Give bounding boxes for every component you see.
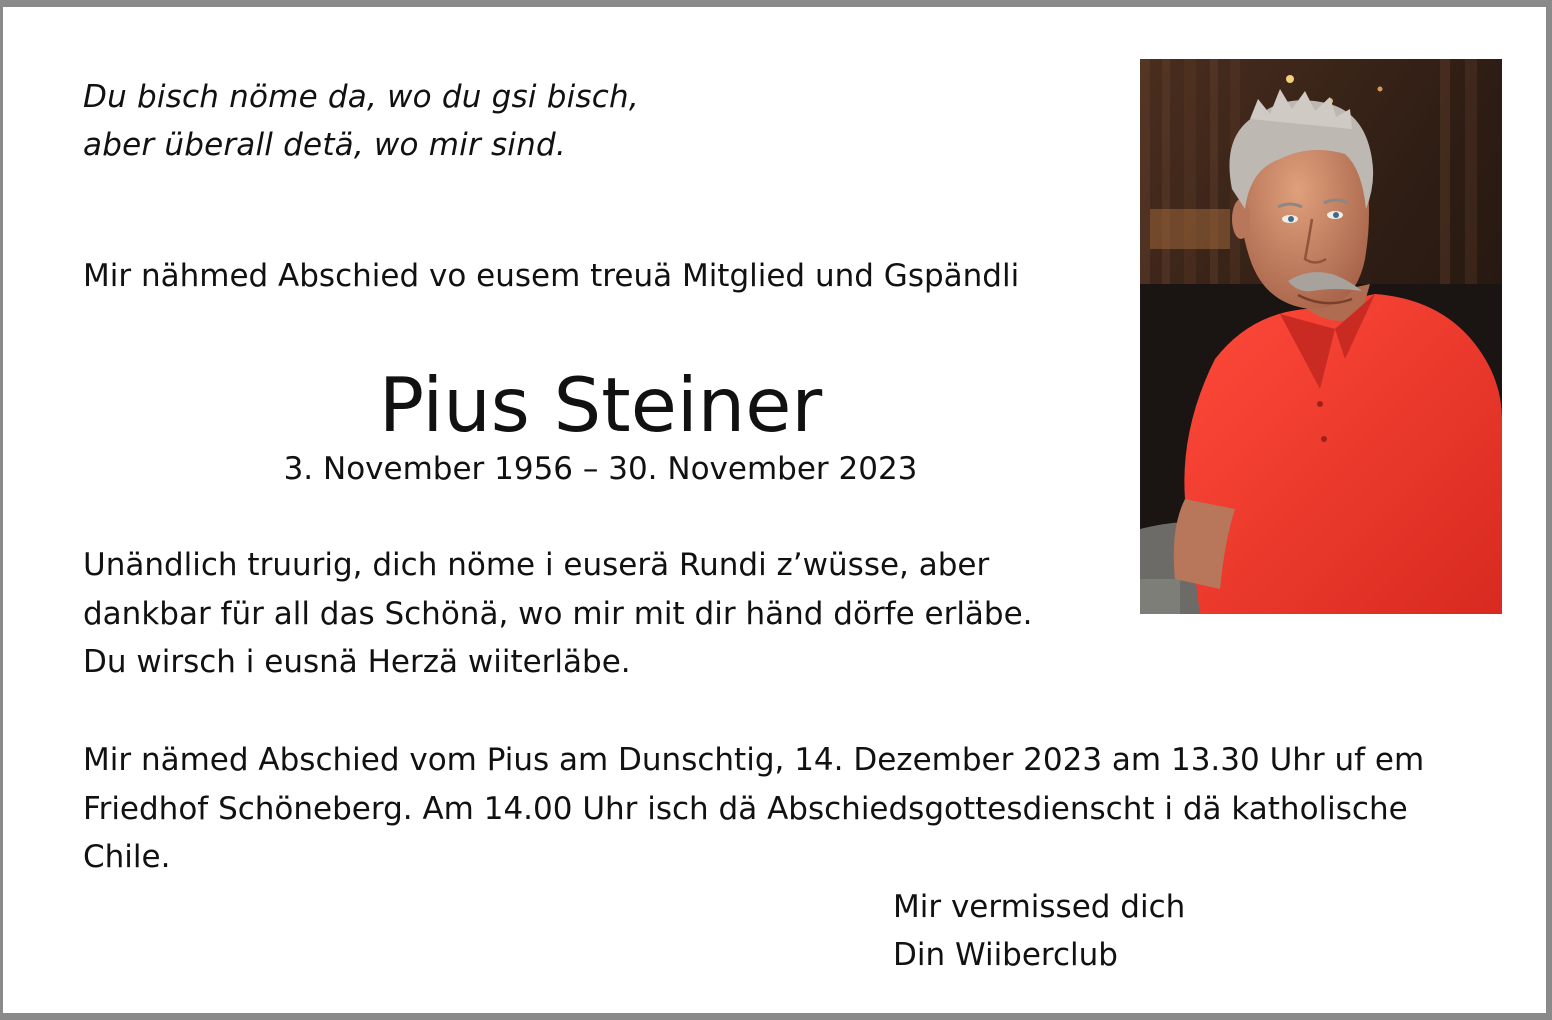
grief-line: Unändlich truurig, dich nöme i euserä Rundi z’wüsse, aber <box>83 547 990 583</box>
signature-club: Din Wiiberclub <box>893 937 1118 973</box>
portrait-illustration <box>1140 59 1502 614</box>
closing-line: Mir vermissed dich <box>893 889 1186 925</box>
deceased-name: Pius Steiner <box>378 361 823 449</box>
grief-line: dankbar für all das Schönä, wo mir mit dir händ dörfe erläbe. <box>83 595 1033 632</box>
motto-line-2: aber überall detä, wo mir sind. <box>83 127 566 163</box>
service-line: Chile. <box>83 839 171 875</box>
service-line: Friedhof Schöneberg. Am 14.00 Uhr isch dä Abschiedsgottesdienscht i dä katholische <box>83 790 1408 827</box>
motto-verse <box>83 73 639 169</box>
grief-paragraph <box>83 541 1033 687</box>
service-paragraph <box>83 736 1424 882</box>
life-dates: 3. November 1956 – 30. November 2023 <box>283 451 918 487</box>
service-line: Mir nämed Abschied vom Pius am Dunschtig, 14. Dezember 2023 am 13.30 Uhr uf em <box>83 742 1425 778</box>
portrait-photo <box>1140 59 1502 614</box>
grief-line: Du wirsch i eusnä Herzä wiiterläbe. <box>83 644 631 680</box>
closing-signature <box>893 883 1185 979</box>
intro-line: Mir nähmed Abschied vo eusem treuä Mitglied und Gspändli <box>83 258 1020 294</box>
motto-line-1: Du bisch nöme da, wo du gsi bisch, <box>83 79 639 115</box>
